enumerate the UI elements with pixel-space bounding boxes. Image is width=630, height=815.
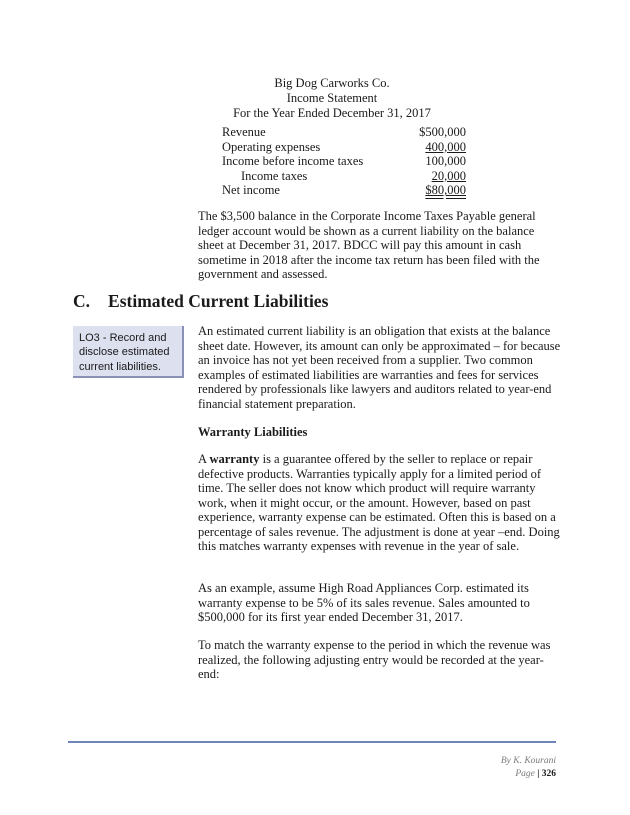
paragraph-tax-payable: The $3,500 balance in the Corporate Income Taxes Payable general ledger account would be shown as a current liability on the balance sheet at December 31, 2017. BDCC will pay this amount in cash sometime in 2018 after the income tax return has been filed with the government and assessed. <box>198 209 540 281</box>
text-lead: A <box>198 452 210 466</box>
paragraph-warranty-definition <box>198 452 563 554</box>
row-label: Revenue <box>222 125 266 139</box>
paragraph-estimated-liability: An estimated current liability is an obligation that exists at the balance sheet date. However, its amount can only be approximated – for because an invoice has not yet been received from a supplier. Two common examples of estimated liabilities are warranties and fees for services rendered by professionals like lawyers and auditors related to year-end financial statement preparation. <box>198 324 561 411</box>
footer-page <box>501 768 556 781</box>
section-heading <box>73 291 328 312</box>
row-label: Operating expenses <box>222 139 321 154</box>
page-number: 326 <box>541 769 556 779</box>
section-title: Estimated Current Liabilities <box>108 291 329 311</box>
page-footer <box>501 755 556 781</box>
statement-row <box>222 154 466 169</box>
statement-row <box>222 183 466 198</box>
row-label: Income taxes <box>241 168 308 183</box>
page-label: Page <box>515 769 535 779</box>
statement-title: Income Statement <box>286 91 378 105</box>
income-statement-header <box>198 76 466 121</box>
income-statement-table <box>222 125 466 198</box>
company-name: Big Dog Carworks Co. <box>274 76 390 90</box>
page-separator: | <box>537 769 540 779</box>
paragraph-adjusting-entry: To match the warranty expense to the period in which the revenue was realized, the following adjusting entry would be recorded at the year-end: <box>198 638 551 681</box>
statement-row <box>222 125 466 140</box>
subheading-warranty: Warranty Liabilities <box>198 425 308 439</box>
section-letter: C. <box>73 291 91 311</box>
statement-period: For the Year Ended December 31, 2017 <box>233 106 431 120</box>
footer-divider <box>68 741 556 743</box>
row-amount: $80,000 <box>425 183 466 198</box>
text-rest: is a guarantee offered by the seller to replace or repair defective products. Warranties typically apply for a limited period of time. The seller does not know which product will require warranty work, when it might occur, or the amount. However, based on past experience, warranty expense can be estimated. Often this is based on a percentage of sales revenue. The adjustment is done at year –end. Doing this matches warranty expenses with revenue in the year of sale. <box>198 452 560 553</box>
statement-row <box>222 140 466 155</box>
row-amount: 100,000 <box>425 154 466 169</box>
row-label: Net income <box>222 183 280 198</box>
row-amount: 400,000 <box>425 139 466 154</box>
row-label: Income before income taxes <box>222 154 364 169</box>
row-amount: $500,000 <box>419 125 466 139</box>
row-amount: 20,000 <box>431 168 466 183</box>
footer-author: By K. Kourani <box>500 756 556 766</box>
term-warranty: warranty <box>209 452 260 466</box>
paragraph-example: As an example, assume High Road Appliances Corp. estimated its warranty expense to be 5% of its sales revenue. Sales amounted to $500,000 for its first year ended December 31, 2017. <box>198 581 530 624</box>
statement-row <box>222 169 466 184</box>
learning-objective-box: LO3 - Record and disclose estimated current liabilities. <box>73 326 184 378</box>
